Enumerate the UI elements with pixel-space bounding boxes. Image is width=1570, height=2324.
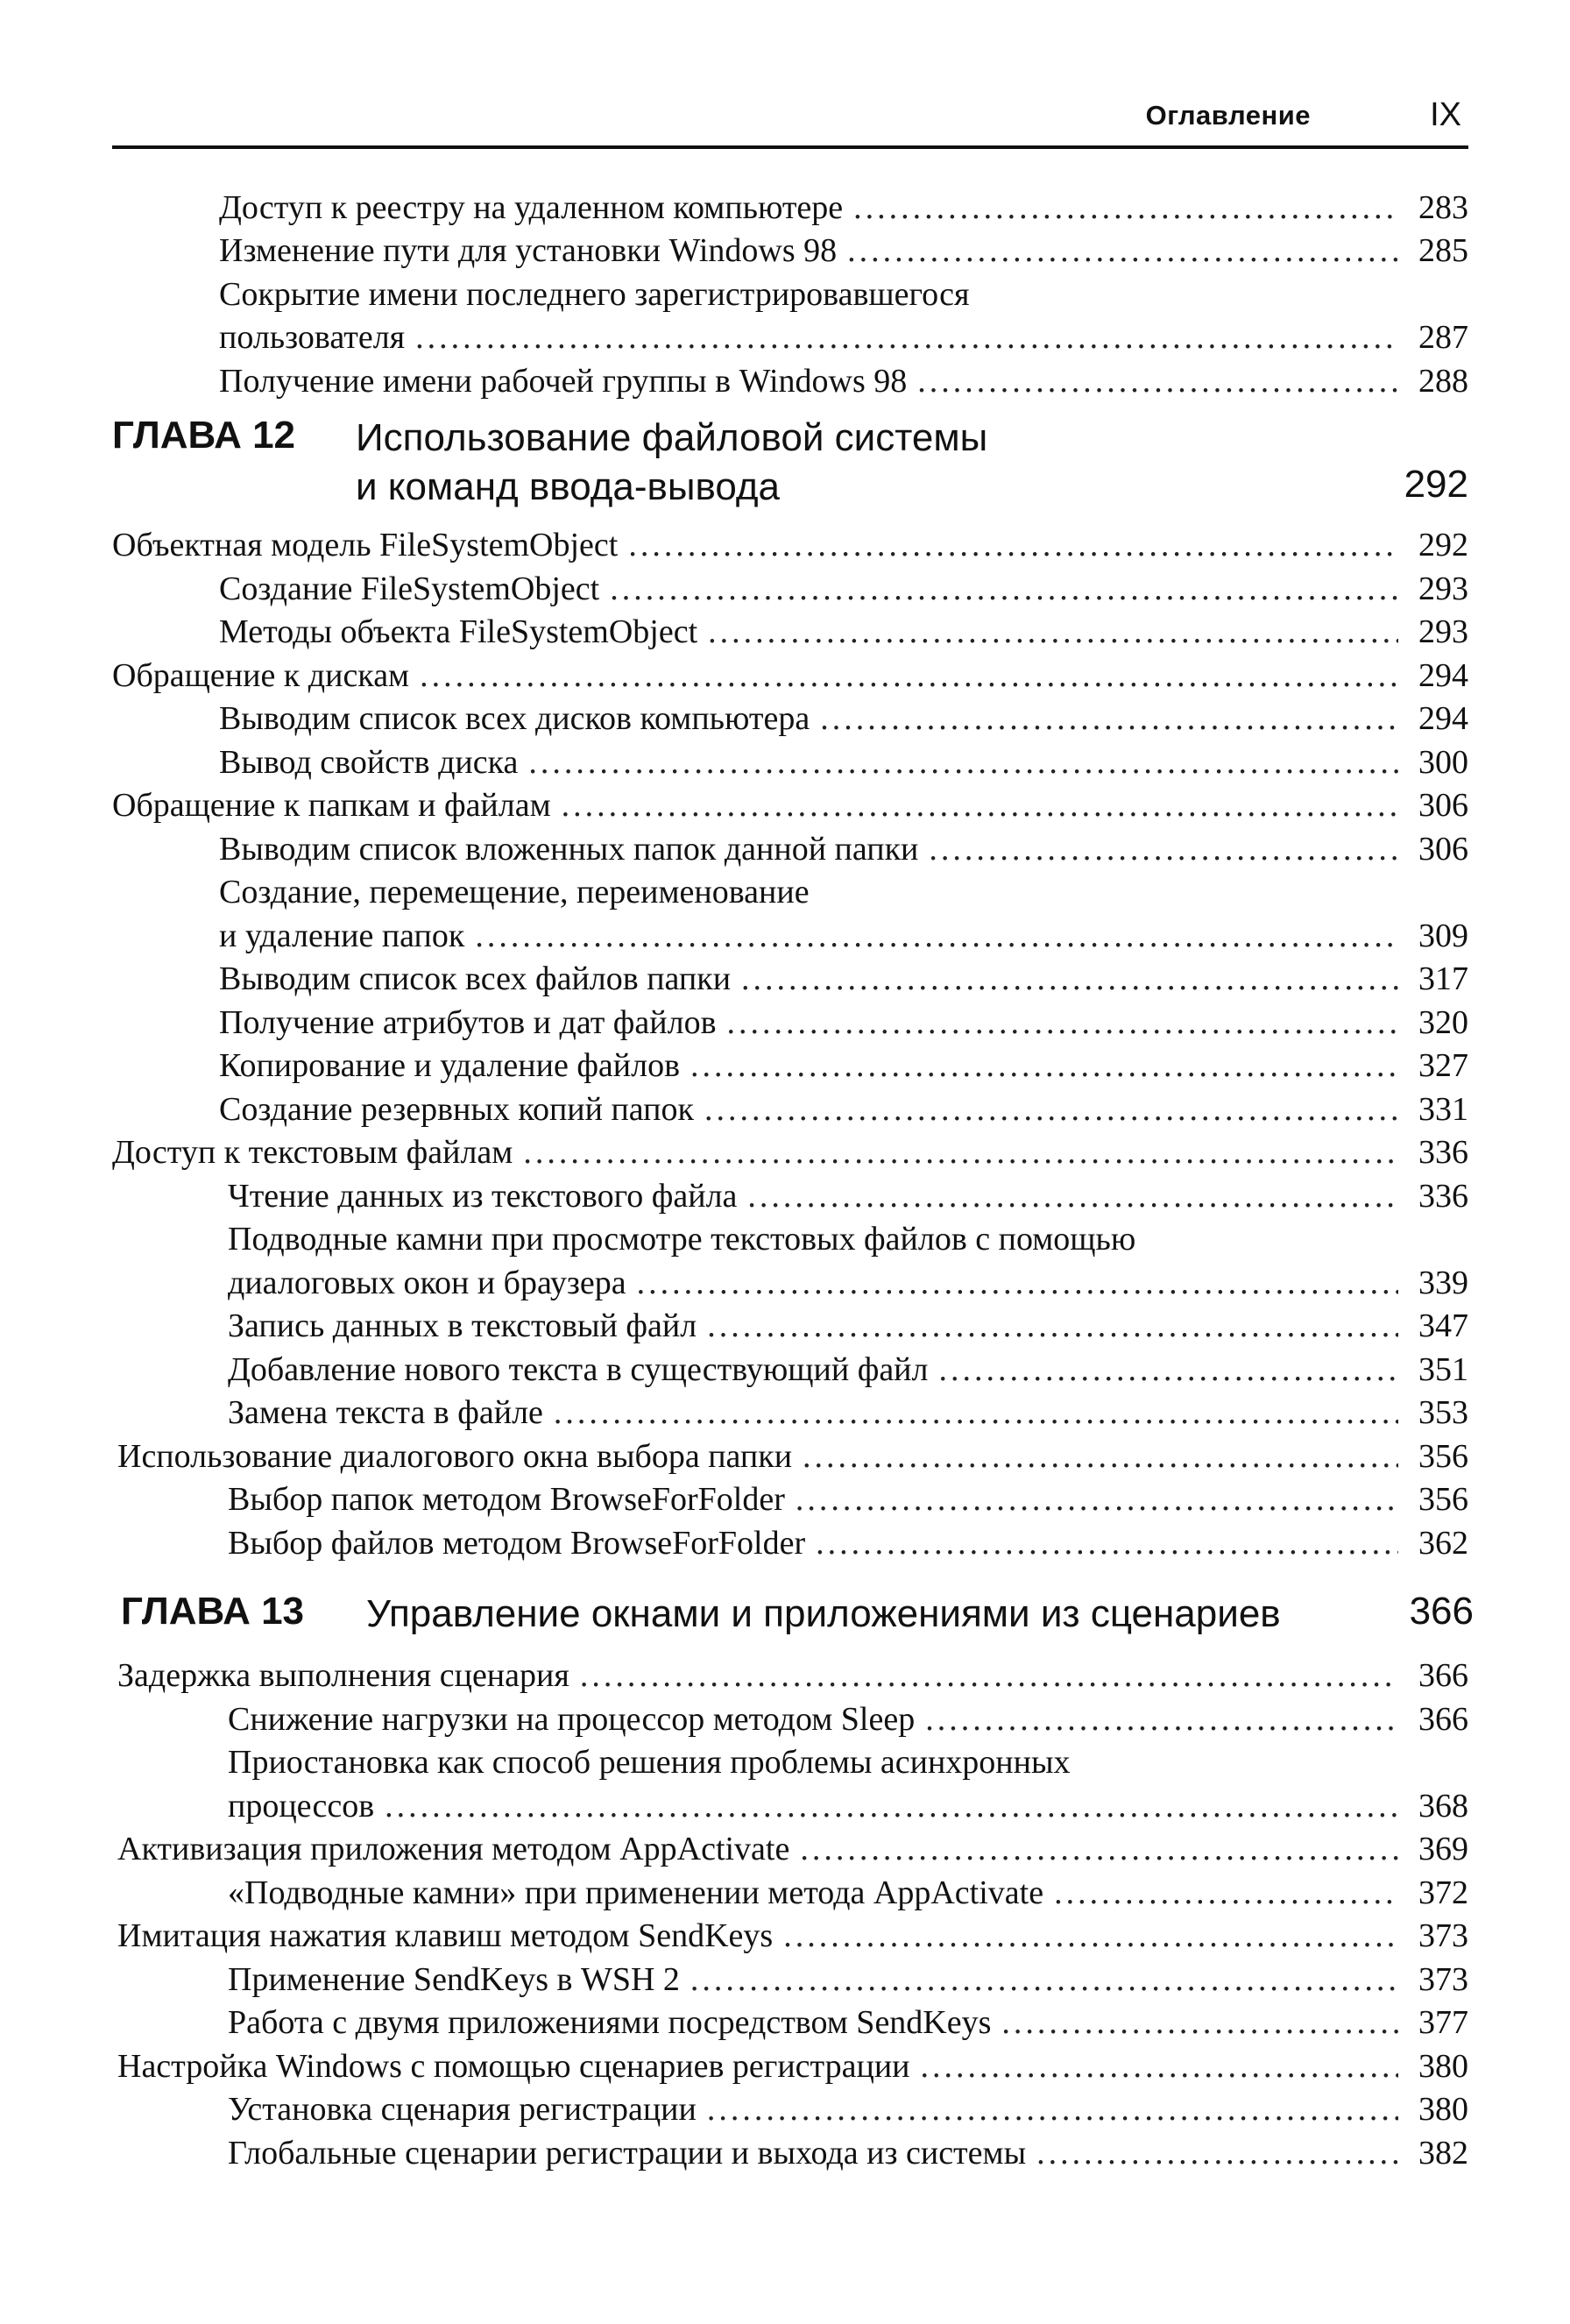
toc-entry-page: 306 [1418, 787, 1468, 824]
toc-entry-label: Приостановка как способ решения проблемы асинхронных [228, 1744, 1071, 1781]
toc-entry [112, 2002, 1468, 2045]
toc-entry-label: Добавление нового текста в существующий файл [228, 1350, 929, 1388]
toc-entry [112, 827, 1468, 871]
toc-entry-page: 347 [1418, 1307, 1468, 1344]
toc-entry-page: 309 [1418, 917, 1468, 954]
toc-entry-label: Применение SendKeys в WSH 2 [228, 1960, 680, 1998]
toc-entry-label: Замена текста в файле [228, 1394, 543, 1431]
toc-entry-page: 356 [1418, 1481, 1468, 1518]
toc-entry [112, 567, 1468, 611]
toc-entry-page: 380 [1418, 2047, 1468, 2085]
chapter-page: 292 [1404, 462, 1468, 506]
toc-entry [112, 871, 1468, 915]
chapter-title-line: Использование файловой системы [356, 415, 988, 459]
toc-entry [112, 1784, 1468, 1828]
toc-entry-label: Обращение к папкам и файлам [112, 787, 551, 824]
toc-entry [112, 2131, 1468, 2175]
toc-entry [112, 914, 1468, 958]
toc-entry [112, 1654, 1468, 1698]
toc-entry-label: Объектная модель FileSystemObject [112, 527, 619, 563]
toc-entry-label: Создание резервных копий папок [219, 1090, 694, 1128]
toc-entry-label: Методы объекта FileSystemObject [219, 613, 698, 650]
toc-entry-page: 294 [1418, 700, 1468, 737]
toc-entry-label: Имитация нажатия клавиш методом SendKeys [117, 1917, 774, 1954]
toc-entry [112, 1174, 1468, 1218]
toc-entry [112, 316, 1468, 360]
toc-entry-page: 336 [1418, 1177, 1468, 1215]
toc-entry-label: Подводные камни при просмотре текстовых файлов с помощью [228, 1221, 1136, 1258]
toc-entry-label: Получение атрибутов и дат файлов [219, 1003, 717, 1041]
toc-entry-label: Копирование и удаление файлов [219, 1047, 681, 1084]
toc-page [112, 70, 1474, 2226]
toc-entry [112, 1131, 1468, 1175]
toc-entry-label: Получение имени рабочей группы в Windows 98 [219, 362, 908, 400]
chapter-title: Управление окнами и приложениями из сценариев [366, 1591, 1281, 1635]
header-title: Оглавление [1145, 100, 1311, 131]
toc-entry-label: Запись данных в текстовый файл [228, 1307, 697, 1344]
chapter-label: ГЛАВА 12 [112, 413, 296, 457]
toc-entry-label: Сокрытие имени последнего зарегистрировавшегося [219, 275, 970, 313]
toc-entry [112, 524, 1468, 568]
toc-entry [112, 784, 1468, 828]
toc-entry-page: 327 [1418, 1047, 1468, 1084]
toc-entry-page: 320 [1418, 1003, 1468, 1041]
toc-entry [112, 611, 1468, 655]
toc-entry [112, 1088, 1468, 1131]
chapter-12-heading [112, 414, 1468, 517]
chapter-label: ГЛАВА 13 [121, 1589, 305, 1633]
toc-entry-label: Доступ к реестру на удаленном компьютере [219, 188, 844, 226]
toc-entry-label: Работа с двумя приложениями посредством SendKeys [228, 2004, 992, 2041]
toc-entry-label: Выбор папок методом BrowseForFolder [228, 1481, 785, 1518]
toc-entry-page: 380 [1418, 2091, 1468, 2128]
toc-entry-page: 366 [1418, 1657, 1468, 1694]
toc-entry [112, 2044, 1468, 2088]
toc-entry [112, 1392, 1468, 1435]
running-header [112, 88, 1468, 149]
toc-entry-label: Установка сценария регистрации [228, 2091, 697, 2128]
toc-entry [112, 1045, 1468, 1088]
toc-entry-label: Задержка выполнения сценария [117, 1657, 569, 1694]
toc-entry [112, 186, 1468, 230]
toc-entry-page: 294 [1418, 656, 1468, 694]
toc-entry-page: 353 [1418, 1394, 1468, 1431]
toc-entry [112, 1435, 1468, 1478]
toc-entry-label: пользователя [219, 319, 406, 356]
toc-entry [112, 1871, 1468, 1915]
toc-entry-label: Чтение данных из текстового файла [228, 1177, 738, 1215]
toc-entry [112, 958, 1468, 1002]
toc-entry-label: Изменение пути для установки Windows 98 [219, 232, 838, 269]
toc-entry-page: 382 [1418, 2134, 1468, 2172]
toc-entry [112, 1305, 1468, 1349]
toc-entry-page: 373 [1418, 1917, 1468, 1954]
toc-entry-page: 317 [1418, 960, 1468, 997]
toc-entry-label: Вывод свойств диска [219, 743, 519, 781]
toc-entry-label: диалоговых окон и браузера [228, 1264, 626, 1301]
toc-entry-page: 373 [1418, 1960, 1468, 1998]
toc-entry-label: Выбор файлов методом BrowseForFolder [228, 1524, 806, 1562]
toc-entry-label: и удаление папок [219, 917, 465, 954]
toc-entry [112, 1521, 1468, 1565]
toc-entry [112, 698, 1468, 741]
toc-entry-label: Снижение нагрузки на процессор методом Sleep [228, 1700, 916, 1738]
toc-entry-label: Активизация приложения методом AppActivate [117, 1831, 790, 1867]
toc-entry [112, 740, 1468, 784]
header-page-number: IX [1430, 96, 1461, 133]
toc-entry [112, 1741, 1468, 1785]
toc-entry-page: 336 [1418, 1134, 1468, 1171]
toc-entry [112, 1218, 1468, 1262]
toc-entry [112, 654, 1468, 698]
toc-entry [112, 1915, 1468, 1959]
chapter-title [356, 414, 1232, 512]
toc-entry-label: Настройка Windows с помощью сценариев регистрации [117, 2047, 910, 2085]
toc-entry-page: 362 [1418, 1524, 1468, 1562]
chapter-title-line: и команд ввода-вывода [356, 464, 781, 508]
toc-entry-label: Использование диалогового окна выбора папки [117, 1437, 793, 1475]
toc-entry-label: Создание FileSystemObject [219, 570, 600, 607]
toc-entry-page: 366 [1418, 1700, 1468, 1738]
toc-entry [112, 1001, 1468, 1045]
toc-entry-page: 293 [1418, 570, 1468, 607]
toc-entry [112, 1261, 1468, 1305]
toc-entry [112, 273, 1468, 316]
toc-entry-page: 287 [1418, 319, 1468, 356]
toc-entry-page: 351 [1418, 1350, 1468, 1388]
chapter-page: 366 [1409, 1589, 1474, 1633]
toc-entry-page: 372 [1418, 1874, 1468, 1911]
toc-entry [112, 1828, 1468, 1872]
toc-entry-label: Создание, перемещение, переименование [219, 874, 810, 910]
toc-entry [112, 1478, 1468, 1522]
toc-entry [112, 230, 1468, 273]
toc-entry-page: 377 [1418, 2004, 1468, 2041]
toc-entry-page: 293 [1418, 613, 1468, 650]
toc-entry-page: 288 [1418, 362, 1468, 400]
toc-entry-page: 331 [1418, 1090, 1468, 1128]
toc-entry-page: 292 [1418, 527, 1468, 563]
toc-entry-page: 306 [1418, 830, 1468, 868]
toc-entry-page: 283 [1418, 188, 1468, 226]
toc-entry-page: 285 [1418, 232, 1468, 269]
toc-entry-page: 339 [1418, 1264, 1468, 1301]
toc-entry-label: Доступ к текстовым файлам [112, 1134, 513, 1171]
toc-entry [112, 2088, 1468, 2132]
toc-entry-label: Выводим список всех дисков компьютера [219, 700, 810, 737]
toc-entry [112, 359, 1468, 403]
toc-entry-label: «Подводные камни» при применении метода AppActivate [228, 1874, 1044, 1911]
toc-entry [112, 1958, 1468, 2002]
toc-entry [112, 1697, 1468, 1741]
toc-entry-page: 368 [1418, 1787, 1468, 1824]
toc-entry-page: 300 [1418, 743, 1468, 781]
table-of-contents [112, 186, 1474, 2175]
toc-entry [112, 1348, 1468, 1392]
toc-entry-label: Обращение к дискам [112, 656, 410, 694]
toc-entry-page: 356 [1418, 1437, 1468, 1475]
toc-entry-label: Глобальные сценарии регистрации и выхода из системы [228, 2134, 1027, 2172]
chapter-13-heading [112, 1589, 1474, 1647]
toc-entry-page: 369 [1418, 1831, 1468, 1867]
toc-entry-label: Выводим список вложенных папок данной папки [219, 830, 919, 868]
toc-entry-label: Выводим список всех файлов папки [219, 960, 732, 997]
toc-entry-label: процессов [228, 1787, 375, 1824]
